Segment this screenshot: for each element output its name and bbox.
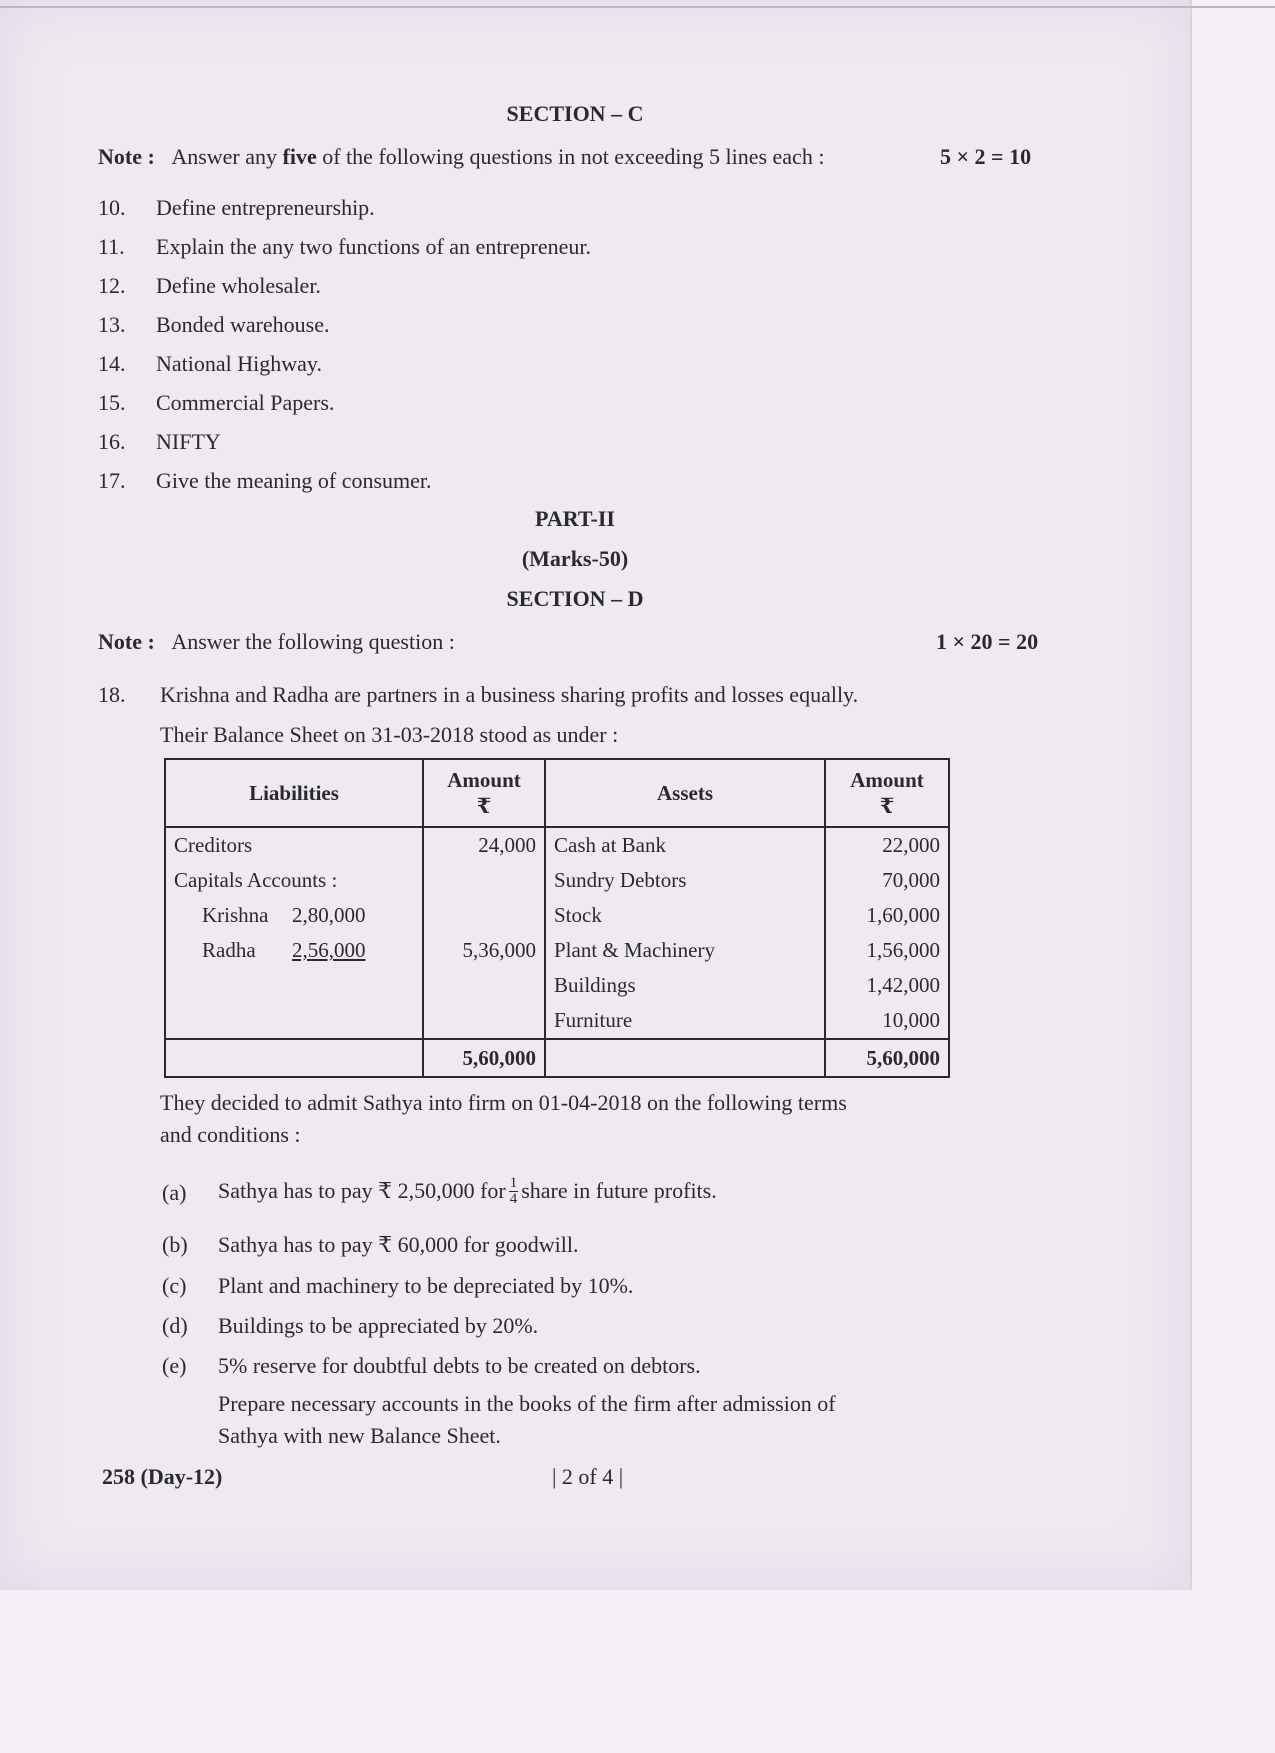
table-row bbox=[165, 898, 949, 933]
liability-cell bbox=[165, 933, 423, 968]
liability-amount-cell bbox=[423, 863, 545, 898]
asset-amount-cell: 1,56,000 bbox=[825, 933, 949, 968]
section-c-marks: 5 × 2 = 10 bbox=[940, 144, 1032, 169]
liability-amount-cell: 24,000 bbox=[423, 827, 545, 863]
asset-amount-cell: 10,000 bbox=[825, 1003, 949, 1039]
question-text: Krishna and Radha are partners in a business sharing profits and losses equally. bbox=[160, 682, 859, 707]
fraction: $\frac{1}{4}$ bbox=[509, 1174, 518, 1207]
term-text bbox=[218, 1170, 717, 1212]
header-assets: Assets bbox=[545, 759, 825, 827]
term-text: 5% reserve for doubtful debts to be created on debtors. bbox=[218, 1353, 701, 1378]
question-text: Sathya with new Balance Sheet. bbox=[218, 1423, 501, 1448]
term-text: Sathya has to pay ₹ 60,000 for goodwill. bbox=[218, 1232, 579, 1257]
asset-cell: Furniture bbox=[545, 1003, 825, 1039]
question-text: NIFTY bbox=[156, 429, 221, 454]
question-text: Give the meaning of consumer. bbox=[156, 468, 432, 493]
asset-amount-cell: 1,42,000 bbox=[825, 968, 949, 1003]
question-number: 14. bbox=[98, 351, 126, 376]
question-text: Define entrepreneurship. bbox=[156, 195, 375, 220]
asset-amount-cell: 70,000 bbox=[825, 863, 949, 898]
part-title: PART-II bbox=[535, 506, 615, 531]
partner-name: Krishna bbox=[202, 903, 269, 927]
note-text-1: Answer any bbox=[171, 144, 278, 169]
liability-cell: Creditors bbox=[165, 827, 423, 863]
question-text: Their Balance Sheet on 31-03-2018 stood as under : bbox=[160, 722, 619, 747]
partner-capital: 2,80,000 bbox=[292, 903, 366, 927]
question-number: 18. bbox=[98, 682, 126, 707]
question-text: Define wholesaler. bbox=[156, 273, 321, 298]
total-liabilities: 5,60,000 bbox=[423, 1039, 545, 1077]
note-label: Note : bbox=[98, 629, 155, 654]
asset-cell: Sundry Debtors bbox=[545, 863, 825, 898]
asset-cell: Cash at Bank bbox=[545, 827, 825, 863]
section-d-title: SECTION – D bbox=[506, 586, 644, 611]
term-text-post: share in future profits. bbox=[521, 1178, 717, 1203]
asset-cell: Buildings bbox=[545, 968, 825, 1003]
table-row bbox=[165, 863, 949, 898]
question-text: Prepare necessary accounts in the books of the firm after admission of bbox=[218, 1391, 836, 1416]
table-row bbox=[165, 1003, 949, 1039]
term-text: Buildings to be appreciated by 20%. bbox=[218, 1313, 539, 1338]
question-number: 11. bbox=[98, 234, 125, 259]
note-text-2: of the following questions in not exceeding 5 lines each : bbox=[322, 144, 825, 169]
asset-cell: Plant & Machinery bbox=[545, 933, 825, 968]
question-text: Commercial Papers. bbox=[156, 390, 335, 415]
asset-cell: Stock bbox=[545, 898, 825, 933]
balance-sheet-table bbox=[164, 758, 950, 1078]
question-text: They decided to admit Sathya into firm on 01-04-2018 on the following terms bbox=[160, 1090, 847, 1115]
page-number: | 2 of 4 | bbox=[552, 1464, 624, 1489]
question-number: 17. bbox=[98, 468, 126, 493]
question-number: 16. bbox=[98, 429, 126, 454]
term-label: (c) bbox=[162, 1273, 187, 1298]
question-text: Bonded warehouse. bbox=[156, 312, 330, 337]
question-number: 12. bbox=[98, 273, 126, 298]
partner-name: Radha bbox=[202, 938, 256, 962]
section-c-note bbox=[98, 144, 824, 170]
note-label: Note : bbox=[98, 144, 155, 169]
header-amount: Amount ₹ bbox=[423, 759, 545, 827]
term-text-pre: Sathya has to pay ₹ 2,50,000 for bbox=[218, 1178, 506, 1203]
liability-amount-cell bbox=[423, 898, 545, 933]
table-header-row bbox=[165, 759, 949, 827]
liability-cell bbox=[165, 898, 423, 933]
term-text: Plant and machinery to be depreciated by 10%. bbox=[218, 1273, 634, 1298]
section-d-marks: 1 × 20 = 20 bbox=[936, 629, 1039, 654]
question-number: 13. bbox=[98, 312, 126, 337]
table-total-row bbox=[165, 1039, 949, 1077]
question-number: 15. bbox=[98, 390, 126, 415]
section-d-note bbox=[98, 629, 455, 655]
liability-cell: Capitals Accounts : bbox=[165, 863, 423, 898]
table-row bbox=[165, 968, 949, 1003]
note-text: Answer the following question : bbox=[171, 629, 455, 654]
total-label-cell bbox=[545, 1039, 825, 1077]
liability-cell bbox=[165, 968, 423, 1003]
question-text: Explain the any two functions of an entrepreneur. bbox=[156, 234, 591, 259]
liability-amount-cell bbox=[423, 968, 545, 1003]
question-number: 10. bbox=[98, 195, 126, 220]
term-label: (d) bbox=[162, 1313, 188, 1338]
liability-amount-cell bbox=[423, 1003, 545, 1039]
part-marks: (Marks-50) bbox=[521, 546, 629, 571]
total-assets: 5,60,000 bbox=[825, 1039, 949, 1077]
table-row bbox=[165, 827, 949, 863]
note-bold: five bbox=[282, 144, 317, 169]
term-label: (e) bbox=[162, 1353, 187, 1378]
header-amount: Amount ₹ bbox=[825, 759, 949, 827]
asset-amount-cell: 22,000 bbox=[825, 827, 949, 863]
question-text: and conditions : bbox=[160, 1122, 301, 1147]
table-row bbox=[165, 933, 949, 968]
section-c-title: SECTION – C bbox=[506, 101, 644, 126]
question-text: National Highway. bbox=[156, 351, 322, 376]
scan-edge-line bbox=[0, 6, 1275, 8]
liability-cell bbox=[165, 1003, 423, 1039]
paper-code: 258 (Day-12) bbox=[102, 1464, 223, 1489]
term-label: (b) bbox=[162, 1232, 188, 1257]
total-label-cell bbox=[165, 1039, 423, 1077]
asset-amount-cell: 1,60,000 bbox=[825, 898, 949, 933]
partner-capital: 2,56,000 bbox=[292, 938, 366, 962]
liability-amount-cell: 5,36,000 bbox=[423, 933, 545, 968]
term-label: (a) bbox=[162, 1180, 187, 1205]
header-liabilities: Liabilities bbox=[165, 759, 423, 827]
